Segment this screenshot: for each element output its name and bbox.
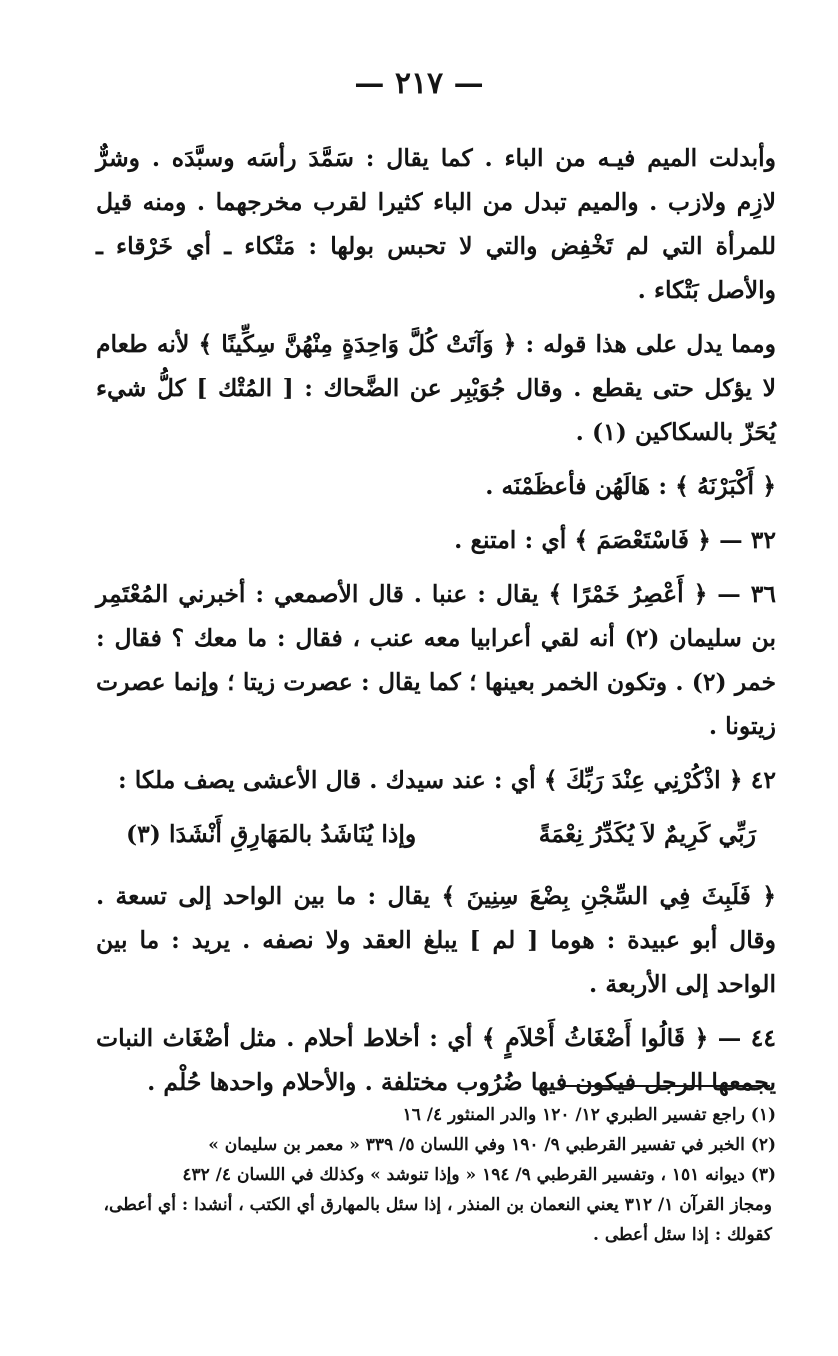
page-number: — ٢١٧ — — [354, 66, 484, 101]
paragraph-verse-44: ٤٤ — ﴿ قَالُوا أَضْغَاثُ أَحْلاَمٍ ﴾ أي : أخلاط أحلام . مثل أضْغَاث النبات يجمعها الرجل فيكون فيها ضُرُوب مختلفة . والأحلام واحدها حُلْم . — [96, 1024, 776, 1096]
paragraph-verse-36: ٣٦ — ﴿ أَعْصِرُ خَمْرًا ﴾ يقال : عنبا . قال الأصمعي : أخبرني المُعْتَمِر بن سليمان (٢) أنه لقي أعرابيا معه عنب ، فقال : ما معك ؟ فقال : خمر (٢) . وتكون الخمر بعينها ؛ كما يقال : عصرت زيتا ؛ وإنما عصرت زيتونا . — [96, 580, 776, 740]
poetry-first-hemistich: رَبِّي كَرِيمٌ لاَ يُكَدِّرُ نِعْمَةً — [538, 820, 756, 848]
poetry-second-hemistich: وإذا يُنَاشَدُ بالمَهَارِقِ أَنْشَدَا (٣) — [126, 820, 417, 848]
paragraph-verse-32: ٣٢ — ﴿ فَاسْتَعْصَمَ ﴾ أي : امتنع . — [454, 526, 776, 554]
paragraph-mim-baa: وأبدلت الميم فيـه من الباء . كما يقال : سَمَّدَ رأسَه وسبَّدَه . وشرٌّ لازِم ولازب . والميم تبدل من الباء كثيرا لقرب مخرجهما . ومنه قيل للمرأة التي لم تَخْفِض والتي لا تحبس بولها : مَتْكاء ـ أي خَرْقاء ـ والأصل بَتْكاء . — [96, 144, 776, 304]
paragraph-sikkin: ومما يدل على هذا قوله : ﴿ وَآتَتْ كُلَّ وَاحِدَةٍ مِنْهُنَّ سِكِّينًا ﴾ لأنه طعام لا يؤكل حتى يقطع . وقال جُوَيْبِر عن الضَّحاك : [ المُتْك ] كلُّ شيء يُحَزّ بالسكاكين (١) . — [96, 330, 776, 446]
footnote-1: (١) راجع تفسير الطبري ١٢/ ١٢٠ والدر المنثور ٤/ ١٦ — [402, 1105, 776, 1125]
paragraph-verse-42: ٤٢ ﴿ اذْكُرْنِي عِنْدَ رَبِّكَ ﴾ أي : عند سيدك . قال الأعشى يصف ملكا : — [117, 766, 776, 794]
poetry-verse — [96, 812, 776, 856]
footnote-2: (٢) الخبر في تفسير القرطبي ٩/ ١٩٠ وفي اللسان ٥/ ٣٣٩ « معمر بن سليمان » — [208, 1135, 776, 1155]
paragraph-prison: ﴿ فَلَبِثَ فِي السِّجْنِ بِضْعَ سِنِينَ ﴾ يقال : ما بين الواحد إلى تسعة . وقال أبو عبيدة : هوما [ لم ] يبلغ العقد ولا نصفه . يريد : ما بين الواحد إلى الأربعة . — [96, 882, 776, 998]
footnote-3: (٣) ديوانه ١٥١ ، وتفسير القرطبي ٩/ ١٩٤ « وإذا تنوشد » وكذلك في اللسان ٤/ ٤٣٢ — [182, 1165, 776, 1185]
main-text — [96, 136, 776, 1114]
paragraph-akbarnahu: ﴿ أَكْبَرْنَهُ ﴾ : هَالَهُن فأعظَمْنَه . — [485, 472, 776, 500]
footnote-divider — [560, 1085, 770, 1087]
footnote-3-continuation: ومجاز القرآن ١/ ٣١٢ يعني النعمان بن المنذر ، إذا سئل بالمهارق أي الكتب ، أنشدا : أي أعطى، كقولك : إذا سئل أعطى . — [103, 1195, 772, 1245]
footnotes — [96, 1100, 776, 1250]
